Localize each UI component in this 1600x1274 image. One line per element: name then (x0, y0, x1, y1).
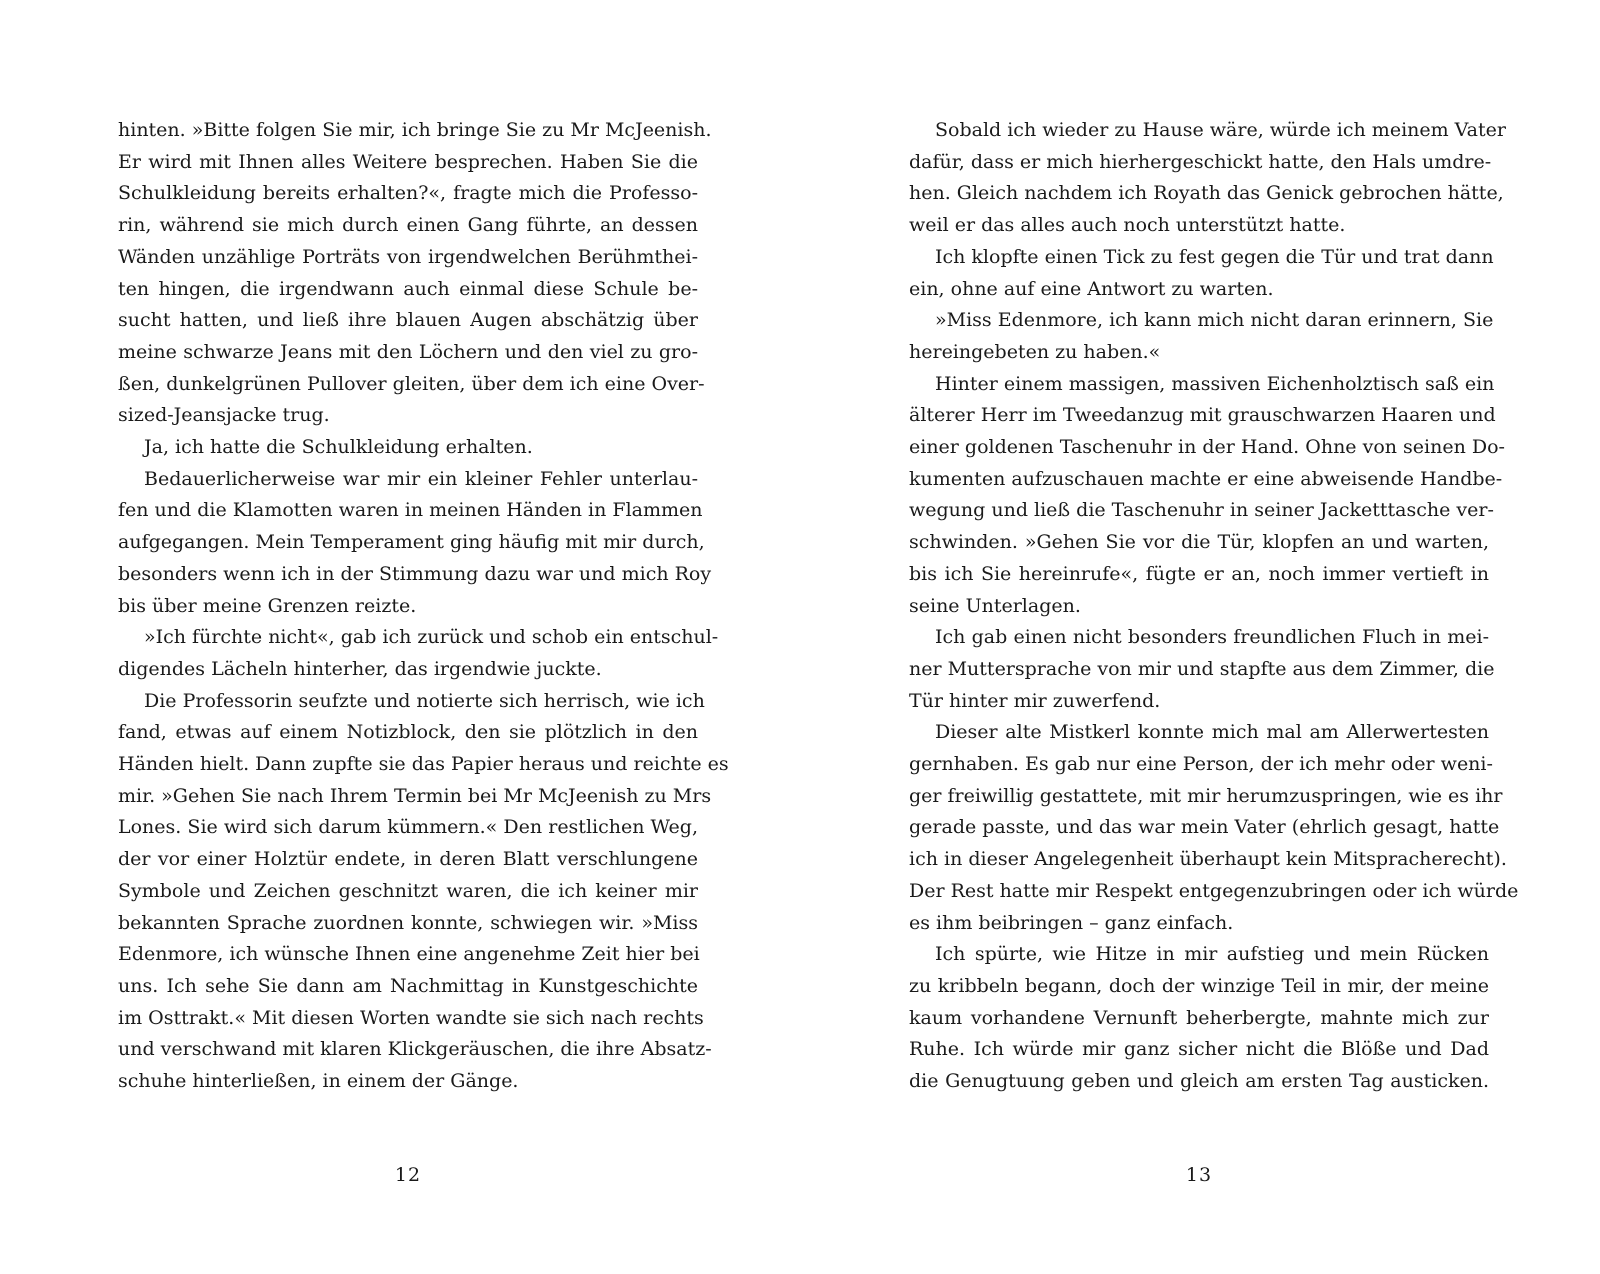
page-number-left: 12 (394, 1164, 422, 1186)
text-line: »Miss Edenmore, ich kann mich nicht daran erinnern, Sie (935, 309, 1494, 332)
text-line: schwinden. »Gehen Sie vor die Tür, klopfen an und warten, (909, 531, 1489, 554)
text-line: bekannten Sprache zuordnen konnte, schwiegen wir. »Miss (118, 911, 698, 934)
text-line: kumenten aufzuschauen machte er eine abweisende Handbe- (909, 467, 1503, 490)
text-line: ger freiwillig gestattete, mit mir herumzuspringen, wie es ihr (909, 784, 1503, 807)
text-line: Ich klopfte einen Tick zu fest gegen die Tür und trat dann (935, 245, 1494, 268)
text-line: Sobald ich wieder zu Hause wäre, würde ich meinem Vater (935, 119, 1506, 141)
text-line: mir. »Gehen Sie nach Ihrem Termin bei Mr McJeenish zu Mrs (118, 784, 712, 807)
text-line: ner Muttersprache von mir und stapfte aus dem Zimmer, die (909, 657, 1495, 680)
text-line: Dieser alte Mistkerl konnte mich mal am Allerwertesten (935, 721, 1489, 744)
text-line: Wänden unzählige Porträts von irgendwelchen Berühmthei- (118, 245, 698, 268)
text-line: Bedauerlicherweise war mir ein kleiner Fehler unterlau- (144, 467, 698, 490)
text-line: Der Rest hatte mir Respekt entgegenzubringen oder ich würde (909, 879, 1519, 902)
text-line: ein, ohne auf eine Antwort zu warten. (909, 277, 1274, 300)
text-line: hen. Gleich nachdem ich Royath das Genick gebrochen hätte, (909, 182, 1504, 205)
text-line: schuhe hinterließen, in einem der Gänge. (118, 1070, 519, 1092)
text-line: Händen hielt. Dann zupfte sie das Papier heraus und reichte es (118, 753, 729, 775)
page-number-right: 13 (1185, 1164, 1213, 1186)
text-line: hereingebeten zu haben.« (909, 340, 1161, 363)
text-line: und verschwand mit klaren Klickgeräuschen, die ihre Absatz- (118, 1038, 712, 1061)
text-line: fen und die Klamotten waren in meinen Händen in Flammen (118, 499, 703, 522)
text-line: uns. Ich sehe Sie dann am Nachmittag in Kunstgeschichte (118, 974, 698, 997)
text-line: bis ich Sie hereinrufe«, fügte er an, noch immer vertieft in (909, 562, 1489, 585)
text-line: meine schwarze Jeans mit den Löchern und den viel zu gro- (118, 340, 698, 363)
text-line: im Osttrakt.« Mit diesen Worten wandte sie sich nach rechts (118, 1006, 704, 1029)
text-line: Die Professorin seufzte und notierte sich herrisch, wie ich (144, 689, 705, 712)
text-line: Er wird mit Ihnen alles Weitere besprechen. Haben Sie die (118, 150, 698, 173)
text-line: besonders wenn ich in der Stimmung dazu war und mich Roy (118, 562, 712, 585)
text-line: rin, während sie mich durch einen Gang führte, an dessen (118, 214, 698, 237)
text-line: dafür, dass er mich hierhergeschickt hatte, den Hals umdre- (909, 150, 1492, 173)
text-line: seine Unterlagen. (909, 594, 1081, 617)
text-line: wegung und ließ die Taschenuhr in seiner Jacketttasche ver- (909, 499, 1494, 522)
text-line: ten hingen, die irgendwann auch einmal diese Schule be- (118, 277, 698, 300)
text-line: Ich gab einen nicht besonders freundlichen Fluch in mei- (935, 626, 1489, 649)
text-line: Ich spürte, wie Hitze in mir aufstieg und mein Rücken (935, 943, 1489, 966)
text-line: Lones. Sie wird sich darum kümmern.« Den restlichen Weg, (118, 816, 698, 839)
text-line: ßen, dunkelgrünen Pullover gleiten, über dem ich eine Over- (118, 372, 705, 395)
text-line: Ruhe. Ich würde mir ganz sicher nicht die Blöße und Dad (909, 1038, 1489, 1061)
text-line: Edenmore, ich wünsche Ihnen eine angenehme Zeit hier bei (118, 943, 700, 966)
text-line: sucht hatten, und ließ ihre blauen Augen abschätzig über (118, 309, 698, 332)
text-line: sized-Jeansjacke trug. (118, 404, 330, 427)
text-line: Symbole und Zeichen geschnitzt waren, die ich keiner mir (118, 879, 698, 902)
text-line: weil er das alles auch noch unterstützt hatte. (909, 214, 1346, 237)
text-line: gerade passte, und das war mein Vater (ehrlich gesagt, hatte (909, 816, 1500, 839)
text-line: die Genugtuung geben und gleich am ersten Tag austicken. (909, 1070, 1489, 1092)
text-line: ich in dieser Angelegenheit überhaupt kein Mitspracherecht). (909, 848, 1507, 871)
text-line: digendes Lächeln hinterher, das irgendwie juckte. (118, 657, 602, 680)
text-line: der vor einer Holztür endete, in deren Blatt verschlungene (118, 848, 698, 871)
text-line: zu kribbeln begann, doch der winzige Teil in mir, der meine (909, 974, 1489, 997)
text-line: kaum vorhandene Vernunft beherbergte, mahnte mich zur (909, 1006, 1489, 1029)
text-line: Schulkleidung bereits erhalten?«, fragte mich die Professo- (118, 182, 698, 205)
text-line: Ja, ich hatte die Schulkleidung erhalten. (144, 436, 533, 458)
text-line: hinten. »Bitte folgen Sie mir, ich bringe Sie zu Mr McJeenish. (118, 119, 712, 141)
text-line: »Ich fürchte nicht«, gab ich zurück und schob ein entschul- (144, 626, 719, 649)
text-line: Hinter einem massigen, massiven Eichenholztisch saß ein (935, 372, 1495, 395)
text-line: Tür hinter mir zuwerfend. (909, 689, 1161, 712)
text-line: gernhaben. Es gab nur eine Person, der ich mehr oder weni- (909, 753, 1493, 775)
text-line: einer goldenen Taschenuhr in der Hand. Ohne von seinen Do- (909, 436, 1505, 458)
text-line: älterer Herr im Tweedanzug mit grauschwarzen Haaren und (909, 404, 1496, 427)
text-line: fand, etwas auf einem Notizblock, den sie plötzlich in den (118, 721, 698, 744)
text-line: bis über meine Grenzen reizte. (118, 594, 417, 617)
text-line: es ihm beibringen – ganz einfach. (909, 911, 1234, 934)
text-line: aufgegangen. Mein Temperament ging häufig mit mir durch, (118, 531, 705, 554)
